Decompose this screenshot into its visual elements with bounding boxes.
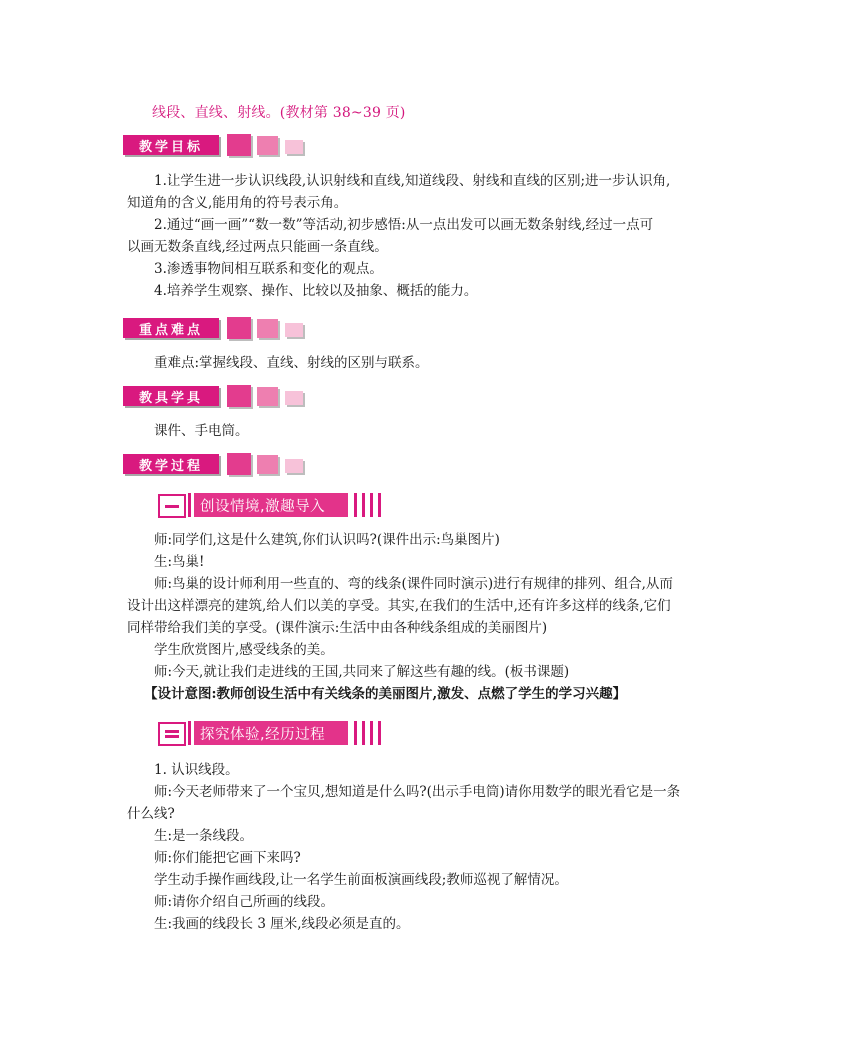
text-line: 设计出这样漂亮的建筑,给人们以美的享受。其实,在我们的生活中,还有许多这样的线条,它们 (127, 598, 671, 614)
key-points-text (127, 352, 747, 374)
text-line: 4.培养学生观察、操作、比较以及抽象、概括的能力。 (154, 283, 478, 299)
text-line: 1.让学生进一步认识线段,认识射线和直线,知道线段、射线和直线的区别;进一步认识角, (154, 173, 671, 189)
text-line: 学生欣赏图片,感受线条的美。 (154, 642, 334, 658)
section-label: 教学过程 (123, 454, 219, 474)
section-label: 重点难点 (123, 318, 219, 338)
stage-divider (354, 721, 357, 745)
stage-divider (378, 721, 381, 745)
decor-square (285, 140, 303, 154)
section-header-goals (123, 133, 323, 159)
text-line: 师:请你介绍自己所画的线段。 (154, 894, 335, 910)
decor-square (257, 319, 278, 338)
stage-divider (370, 493, 373, 517)
text-line: 生:我画的线段长 3 厘米,线段必须是直的。 (154, 916, 410, 932)
stage-number-1-icon (158, 494, 186, 518)
text-line: 知道角的含义,能用角的符号表示角。 (127, 195, 348, 211)
text-line: 重难点:掌握线段、直线、射线的区别与联系。 (154, 355, 429, 371)
stage-divider (378, 493, 381, 517)
text-line: 2.通过“画一画”“数一数”等活动,初步感悟:从一点出发可以画无数条射线,经过一点可 (154, 217, 654, 233)
stage-header-2 (158, 721, 388, 747)
stage-header-1 (158, 493, 388, 519)
stage-title: 创设情境,激趣导入 (194, 493, 348, 517)
text-line: 师:你们能把它画下来吗? (154, 850, 301, 866)
text-line: 生:鸟巢! (154, 554, 205, 570)
section-header-key-points (123, 316, 323, 342)
stage2-text (127, 759, 747, 935)
decor-square (227, 317, 251, 339)
stage-number-2-icon (158, 722, 186, 746)
goals-text (127, 170, 747, 302)
stage-divider (370, 721, 373, 745)
decor-square (227, 453, 251, 475)
text-line: 师:鸟巢的设计师利用一些直的、弯的线条(课件同时演示)进行有规律的排列、组合,从而 (154, 576, 673, 592)
text-line: 课件、手电筒。 (154, 423, 249, 439)
section-label: 教学目标 (123, 135, 219, 155)
section-header-tools (123, 384, 323, 410)
stage-title: 探究体验,经历过程 (194, 721, 348, 745)
decor-square (257, 455, 278, 474)
section-header-process (123, 452, 323, 478)
text-line: 什么线? (127, 806, 175, 822)
decor-square (257, 136, 278, 155)
stage-divider (354, 493, 357, 517)
text-line: 以画无数条直线,经过两点只能画一条直线。 (127, 239, 388, 255)
decor-square (257, 387, 278, 406)
text-line: 同样带给我们美的享受。(课件演示:生活中由各种线条组成的美丽图片) (127, 620, 548, 636)
stage-divider (188, 721, 191, 745)
text-line: 师:同学们,这是什么建筑,你们认识吗?(课件出示:鸟巢图片) (154, 532, 500, 548)
tools-text (127, 420, 747, 442)
design-intent-note: 【设计意图:教师创设生活中有关线条的美丽图片,激发、点燃了学生的学习兴趣】 (144, 686, 627, 702)
text-line: 1. 认识线段。 (154, 762, 239, 778)
stage-divider (188, 493, 191, 517)
stage-divider (362, 493, 365, 517)
decor-square (285, 391, 303, 405)
decor-square (285, 459, 303, 473)
text-line: 师:今天老师带来了一个宝贝,想知道是什么吗?(出示手电筒)请你用数学的眼光看它是一条 (154, 784, 681, 800)
text-line: 生:是一条线段。 (154, 828, 254, 844)
decor-square (285, 323, 303, 337)
lesson-topic: 线段、直线、射线。(教材第 38~39 页) (152, 105, 406, 121)
section-label: 教具学具 (123, 386, 219, 406)
text-line: 学生动手操作画线段,让一名学生前面板演画线段;教师巡视了解情况。 (154, 872, 568, 888)
stage-divider (362, 721, 365, 745)
decor-square (227, 385, 251, 407)
decor-square (227, 134, 251, 156)
text-line: 师:今天,就让我们走进线的王国,共同来了解这些有趣的线。(板书课题) (154, 664, 570, 680)
stage1-text (127, 529, 747, 705)
text-line: 3.渗透事物间相互联系和变化的观点。 (154, 261, 383, 277)
